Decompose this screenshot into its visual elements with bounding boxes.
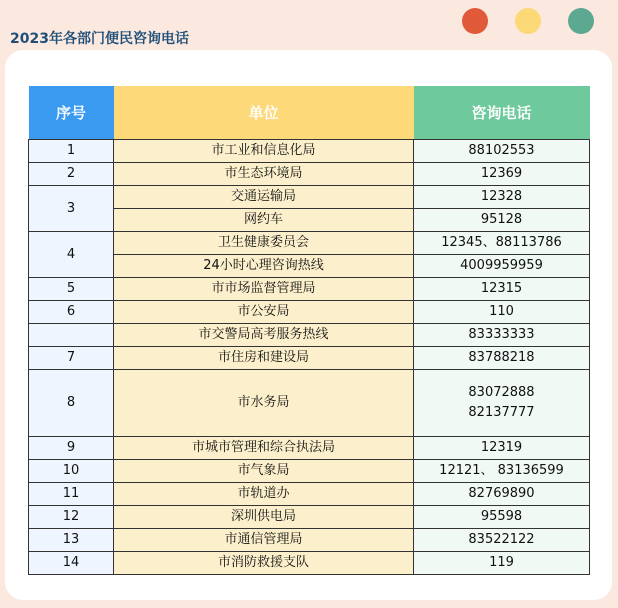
table-row — [29, 483, 590, 506]
row-unit: 市轨道办 — [114, 483, 414, 506]
header-unit: 单位 — [114, 86, 414, 140]
page-title: 2023年各部门便民咨询电话 — [10, 31, 189, 47]
header-phone: 咨询电话 — [414, 86, 590, 140]
row-unit: 市公安局 — [114, 301, 414, 324]
row-phone: 95598 — [414, 506, 590, 529]
row-phone-line: 83072888 — [468, 385, 535, 400]
table-row — [29, 209, 590, 232]
header-index: 序号 — [29, 86, 114, 140]
row-phone-line: 82137777 — [468, 405, 535, 420]
row-unit: 市水务局 — [114, 370, 414, 437]
table-row — [29, 324, 590, 347]
red-dot-decoration — [462, 8, 488, 34]
table-row — [29, 163, 590, 186]
table-row — [29, 301, 590, 324]
row-phone: 12121、 83136599 — [414, 460, 590, 483]
row-phone: 12369 — [414, 163, 590, 186]
row-unit: 市城市管理和综合执法局 — [114, 437, 414, 460]
row-unit: 24小时心理咨询热线 — [114, 255, 414, 278]
row-index: 6 — [29, 301, 114, 324]
row-phone: 119 — [414, 552, 590, 575]
row-index: 5 — [29, 278, 114, 301]
row-index: 11 — [29, 483, 114, 506]
row-unit: 市交警局高考服务热线 — [114, 324, 414, 347]
row-index: 9 — [29, 437, 114, 460]
table-row — [29, 186, 590, 209]
row-phone: 12315 — [414, 278, 590, 301]
table-row — [29, 140, 590, 163]
row-index: 8 — [29, 370, 114, 437]
row-index: 4 — [29, 232, 114, 278]
row-unit: 网约车 — [114, 209, 414, 232]
row-unit: 市住房和建设局 — [114, 347, 414, 370]
row-index: 1 — [29, 140, 114, 163]
row-unit: 市消防救援支队 — [114, 552, 414, 575]
table-header-row — [29, 86, 590, 140]
row-unit: 市生态环境局 — [114, 163, 414, 186]
row-phone — [414, 370, 590, 437]
table-row — [29, 347, 590, 370]
table-row — [29, 437, 590, 460]
row-index: 12 — [29, 506, 114, 529]
table-row — [29, 529, 590, 552]
row-index: 7 — [29, 347, 114, 370]
row-index — [29, 324, 114, 347]
table-row — [29, 370, 590, 437]
table-row — [29, 278, 590, 301]
row-phone: 83333333 — [414, 324, 590, 347]
table-row — [29, 506, 590, 529]
row-phone: 12319 — [414, 437, 590, 460]
row-index: 3 — [29, 186, 114, 232]
row-phone: 4009959959 — [414, 255, 590, 278]
row-unit: 市气象局 — [114, 460, 414, 483]
green-dot-decoration — [568, 8, 594, 34]
row-phone: 110 — [414, 301, 590, 324]
row-unit: 市工业和信息化局 — [114, 140, 414, 163]
row-unit: 市通信管理局 — [114, 529, 414, 552]
table-row — [29, 552, 590, 575]
row-unit: 市市场监督管理局 — [114, 278, 414, 301]
row-unit: 深圳供电局 — [114, 506, 414, 529]
table-row — [29, 460, 590, 483]
row-index: 14 — [29, 552, 114, 575]
row-index: 13 — [29, 529, 114, 552]
row-phone: 83522122 — [414, 529, 590, 552]
row-phone: 82769890 — [414, 483, 590, 506]
row-index: 2 — [29, 163, 114, 186]
row-unit: 交通运输局 — [114, 186, 414, 209]
row-phone: 95128 — [414, 209, 590, 232]
yellow-dot-decoration — [515, 8, 541, 34]
phone-directory-table — [28, 86, 590, 575]
row-phone: 12328 — [414, 186, 590, 209]
row-index: 10 — [29, 460, 114, 483]
table-row — [29, 255, 590, 278]
table-row — [29, 232, 590, 255]
row-phone: 88102553 — [414, 140, 590, 163]
row-phone: 12345、88113786 — [414, 232, 590, 255]
row-unit: 卫生健康委员会 — [114, 232, 414, 255]
row-phone: 83788218 — [414, 347, 590, 370]
